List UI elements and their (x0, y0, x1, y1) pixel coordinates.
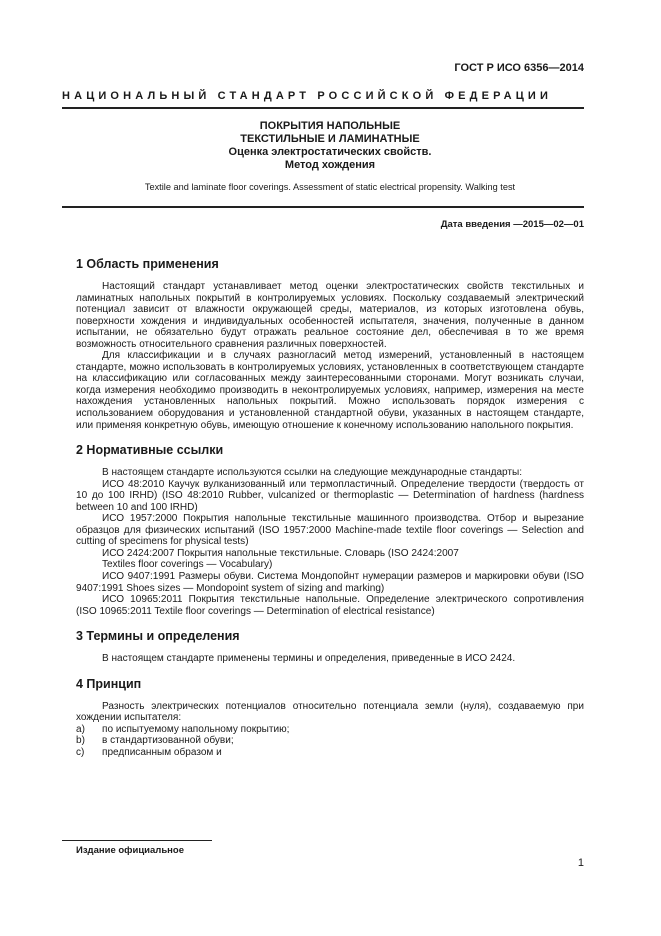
title-line-4: Метод хождения (284, 159, 376, 171)
list-item-label: b) (76, 735, 85, 747)
section-1-heading: 1 Область применения (76, 257, 219, 271)
section-1-paragraph: Настоящий стандарт устанавливает метод оценки электростатических свойств текстильных и ламинатных напольных покрытий в контролируемых условиях. Поскольку создаваемый электрический потенциал зависит от влажности окружающей среды, материалов, из которых изготовлена обувь, поверхности хождения и индивидуальных особенностей испытателя, значения, полученные в данном испытании, не обязательно будут отражать реальное состояние дел, обеспечивая в то же время возможность относительного сравнения различных поверхностей. (76, 281, 584, 350)
section-1-paragraph: Для классификации и в случаях разногласий метод измерений, установленный в настоящем стандарте, можно использовать в контролируемых условиях, установленных в соответствующем стандарте на классификацию или согласованных между заинтересованными сторонами. Могут возникать случаи, когда измерения необходимо производить в неконтролируемых условиях, например, измерения на месте нахождения установленных напольных покрытий. Можно использовать порядок измерения с использованием оборудования и установленной стандартной обуви, указанных в настоящем стандарте, или применяя конкретную обувь, имеющую отношение к конечному использованию напольного покрытия. (76, 350, 584, 431)
section-3-heading: 3 Термины и определения (76, 629, 240, 644)
reference-iso-2424-continued: Textiles floor coverings — Vocabulary) (102, 559, 273, 571)
reference-iso-10965: ИСО 10965:2011 Покрытия текстильные напольные. Определение электрического сопротивления (ISO 10965:2011 Textile floor coverings — Determination of electrical resistance) (76, 594, 584, 617)
section-3-paragraph: В настоящем стандарте применены термины и определения, приведенные в ИСО 2424. (102, 653, 516, 665)
list-item-label: а) (76, 723, 85, 735)
title-line-2: ТЕКСТИЛЬНЫЕ И ЛАМИНАТНЫЕ (240, 133, 420, 145)
section-4-heading: 4 Принцип (76, 676, 142, 691)
list-item-text: в стандартизованной обуви; (102, 735, 234, 747)
section-2-heading: 2 Нормативные ссылки (76, 443, 224, 458)
page-number: 1 (577, 857, 584, 869)
document-code: ГОСТ Р ИСО 6356—2014 (454, 62, 584, 74)
section-2-paragraph: В настоящем стандарте используются ссылки на следующие международные стандарты: (102, 467, 523, 479)
official-edition-label: Издание официальное (76, 845, 184, 856)
list-item (76, 724, 584, 736)
introduction-date: Дата введения —2015—02—01 (440, 219, 584, 230)
footer-divider (62, 840, 212, 841)
national-standard-banner: НАЦИОНАЛЬНЫЙ СТАНДАРТ РОССИЙСКОЙ ФЕДЕРАЦИИ (62, 90, 553, 102)
list-item (76, 735, 584, 747)
title-divider (62, 206, 584, 208)
section-4-paragraph: Разность электрических потенциалов относительно потенциала земли (нуля), создаваемую при хождении испытателя: (76, 700, 584, 724)
list-item-text: по испытуемому напольному покрытию; (102, 723, 290, 735)
title-line-1: ПОКРЫТИЯ НАПОЛЬНЫЕ (259, 120, 401, 132)
list-item-label: c) (76, 746, 85, 758)
reference-iso-2424: ИСО 2424:2007 Покрытия напольные текстильные. Словарь (ISO 2424:2007 (102, 547, 459, 559)
reference-iso-9407: ИСО 9407:1991 Размеры обуви. Система Мондопойнт нумерации размеров и маркировки обуви (ISO 9407:1991 Shoes sizes — Mondopoint system of sizing and marking) (76, 571, 584, 594)
document-body (76, 256, 584, 759)
reference-iso-1957: ИСО 1957:2000 Покрытия напольные текстильные машинного производства. Отбор и вырезание образцов для физических испытаний (ISO 1957:2000 Machine-made textile floor coverings — Selection and cutting of specimens for physical tests) (76, 513, 584, 548)
list-item (76, 747, 584, 759)
top-divider (62, 107, 584, 109)
title-line-3: Оценка электростатических свойств. (228, 146, 432, 158)
list-item-text: предписанным образом и (102, 746, 222, 758)
reference-iso-48: ИСО 48:2010 Каучук вулканизованный или термопластичный. Определение твердости (твердость от 10 до 100 IRHD) (ISO 48:2010 Rubber, vulcanized or thermoplastic — Determination of hardness (hardness between 10 and 100 IRHD) (76, 478, 584, 513)
english-title: Textile and laminate floor coverings. Assessment of static electrical propensity. Walking test (144, 182, 516, 192)
document-title (76, 120, 584, 172)
